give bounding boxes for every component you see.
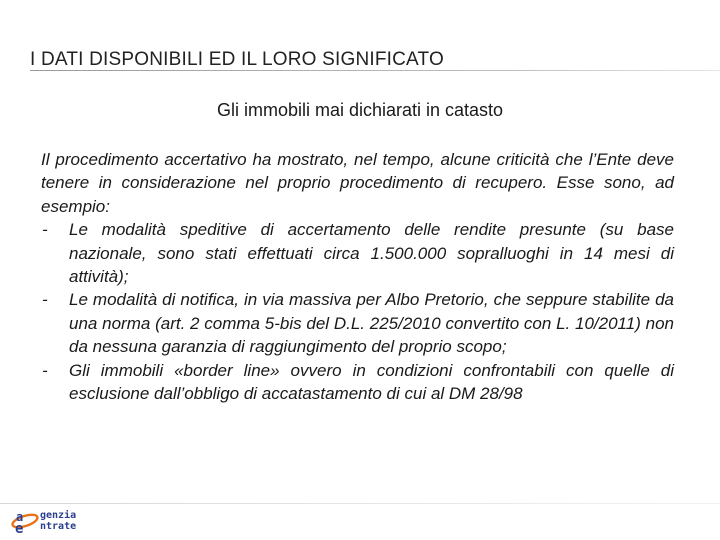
body-text (41, 148, 674, 405)
agenzia-entrate-logo-icon (10, 508, 40, 536)
list-item-text: Le modalità di notifica, in via massiva per Albo Pretorio, che seppure stabilite da una norma (art. 2 comma 5-bis del D.L. 225/2010 convertito con L. 10/2011) non da nessuna garanzia di raggiungimento del proprio scopo; (69, 290, 674, 357)
list-item (41, 359, 674, 406)
bullet-dash: - (42, 220, 48, 240)
title-divider (30, 70, 720, 71)
bullet-dash: - (42, 360, 48, 380)
slide-title: I DATI DISPONIBILI ED IL LORO SIGNIFICATO (30, 49, 444, 70)
bullet-dash: - (42, 290, 48, 310)
svg-text:e: e (15, 521, 24, 536)
list-item (41, 218, 674, 288)
intro-paragraph: Il procedimento accertativo ha mostrato, nel tempo, alcune criticità che l’Ente deve tenere in considerazione nel proprio procedimento di recupero. Esse sono, ad esempio: (41, 150, 674, 216)
list-item-text: Gli immobili «border line» ovvero in condizioni confrontabili con quelle di esclusione dall’obbligo di accatastamento di cui al DM 28/98 (69, 360, 674, 404)
list-item-text: Le modalità speditive di accertamento delle rendite presunte (su base nazionale, sono stati effettuati circa 1.500.000 sopralluoghi in 14 mesi di attività); (69, 220, 674, 287)
agenzia-entrate-logo (10, 508, 105, 536)
slide-subtitle: Gli immobili mai dichiarati in catasto (216, 100, 504, 120)
bullet-list (41, 218, 674, 405)
logo-wordmark (40, 510, 76, 532)
logo-line-1: genzia (40, 510, 77, 521)
logo-line-2: ntrate (40, 521, 77, 532)
svg-text:a: a (16, 510, 24, 524)
footer-divider (0, 503, 720, 504)
list-item (41, 288, 674, 358)
